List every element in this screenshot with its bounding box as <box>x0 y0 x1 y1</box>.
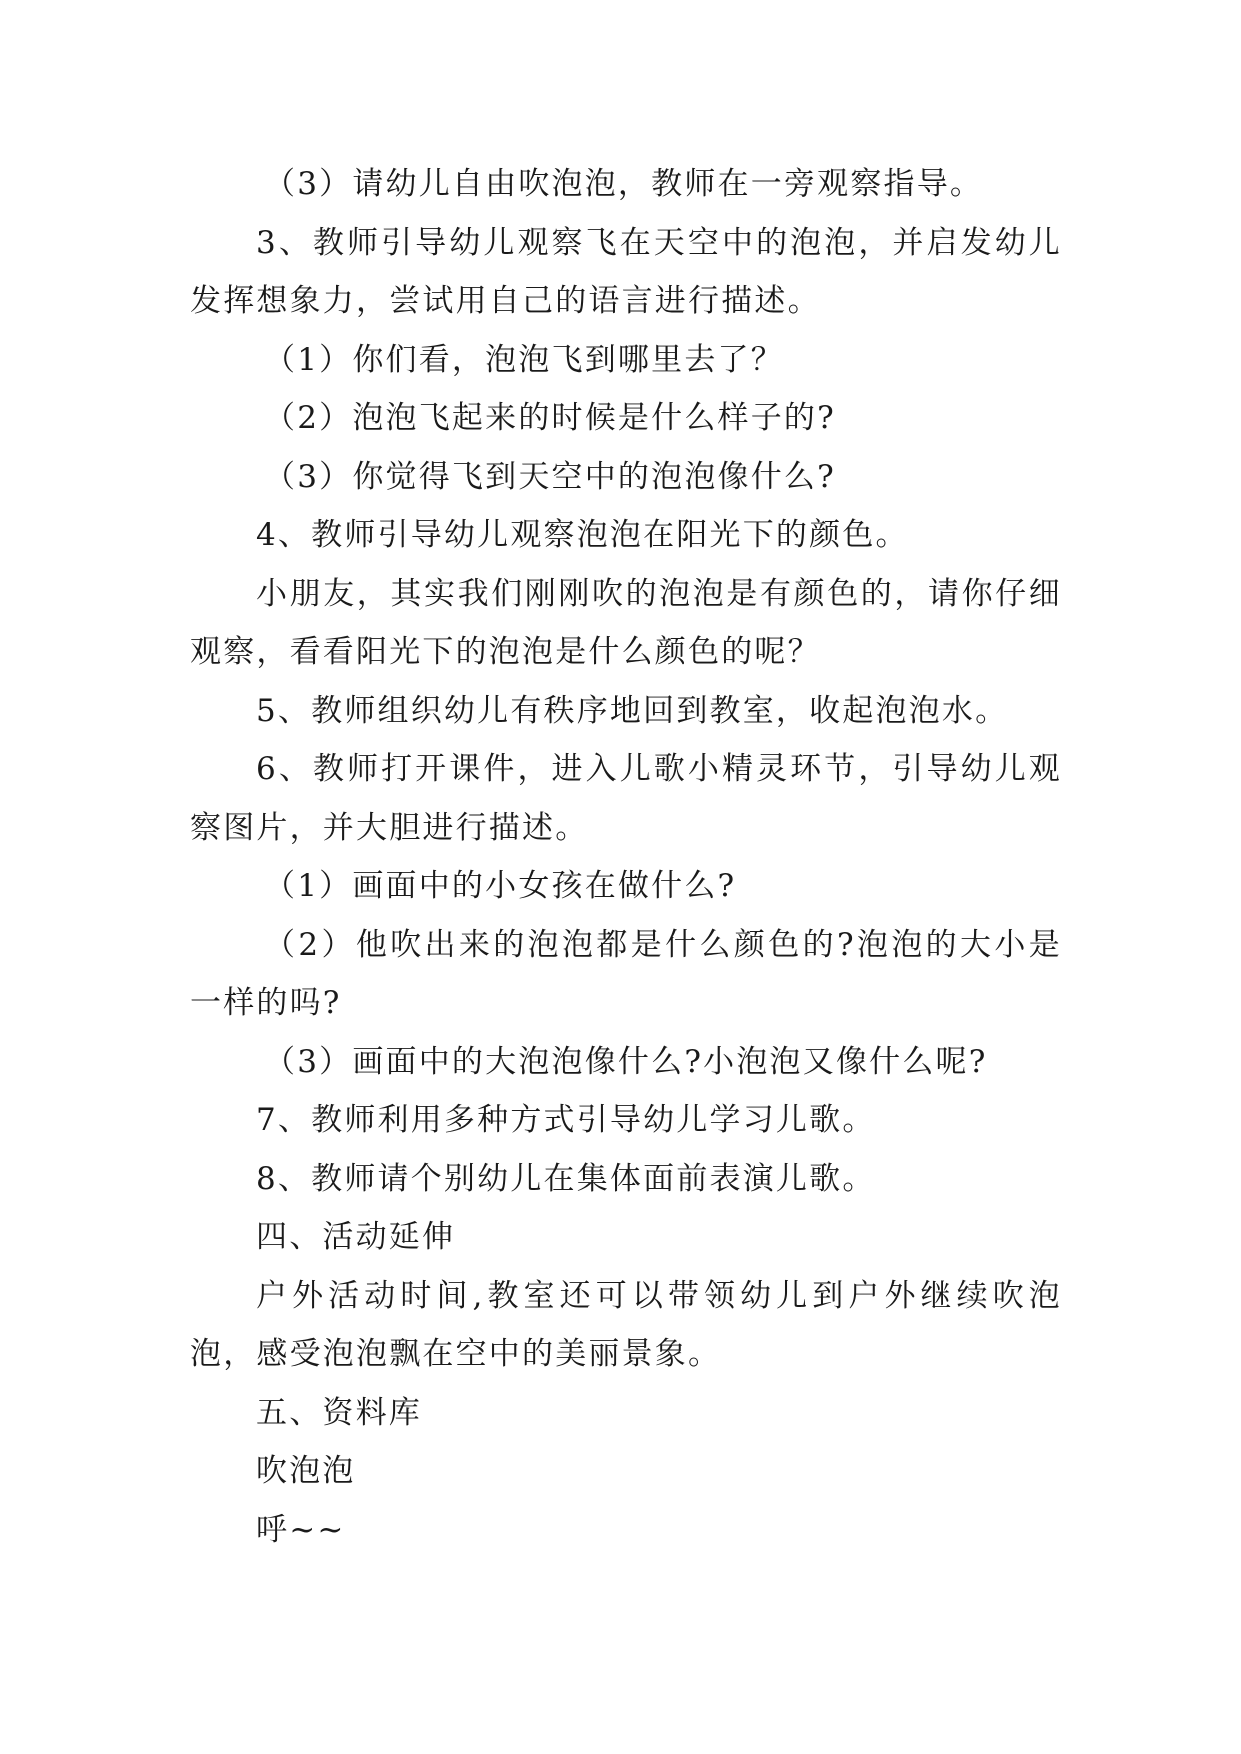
paragraph-step-3-2: （2）泡泡飞起来的时候是什么样子的? <box>264 400 836 436</box>
paragraph-step-3: 3、教师引导幼儿观察飞在天空中的泡泡，并启发幼儿发挥想象力，尝试用自己的语言进行描述。 <box>190 224 1062 319</box>
paragraph-step-6-3: （3）画面中的大泡泡像什么?小泡泡又像什么呢? <box>264 1043 988 1080</box>
section-heading-extension: 四、活动延伸 <box>256 1219 456 1255</box>
paragraph-step-4-detail: 小朋友，其实我们刚刚吹的泡泡是有颜色的，请你仔细观察，看看阳光下的泡泡是什么颜色的呢？ <box>190 575 1062 670</box>
paragraph-step-7: 7、教师利用多种方式引导幼儿学习儿歌。 <box>256 1102 876 1138</box>
paragraph-step-5: 5、教师组织幼儿有秩序地回到教室，收起泡泡水。 <box>256 692 1009 729</box>
paragraph-step-6-1: （1）画面中的小女孩在做什么? <box>264 868 737 904</box>
paragraph-step-4: 4、教师引导幼儿观察泡泡在阳光下的颜色。 <box>256 517 909 553</box>
paragraph-step-6-2: （2）他吹出来的泡泡都是什么颜色的?泡泡的大小是一样的吗? <box>190 926 1062 1021</box>
paragraph-step-3-1: （1）你们看，泡泡飞到哪里去了？ <box>264 341 784 378</box>
paragraph-step-3-3: （3）你觉得飞到天空中的泡泡像什么? <box>264 458 836 495</box>
paragraph-step-6: 6、教师打开课件，进入儿歌小精灵环节，引导幼儿观察图片，并大胆进行描述。 <box>190 751 1062 846</box>
section-heading-resources: 五、资料库 <box>256 1394 422 1431</box>
paragraph-extension: 户外活动时间,教室还可以带领幼儿到户外继续吹泡泡，感受泡泡飘在空中的美丽景象。 <box>190 1277 1062 1372</box>
document-body <box>190 155 1062 1559</box>
paragraph-step-8: 8、教师请个别幼儿在集体面前表演儿歌。 <box>256 1160 876 1197</box>
poem-line: 呼~~ <box>256 1511 346 1548</box>
poem-title: 吹泡泡 <box>256 1453 356 1489</box>
paragraph-step-2-3: （3）请幼儿自由吹泡泡，教师在一旁观察指导。 <box>264 166 984 202</box>
